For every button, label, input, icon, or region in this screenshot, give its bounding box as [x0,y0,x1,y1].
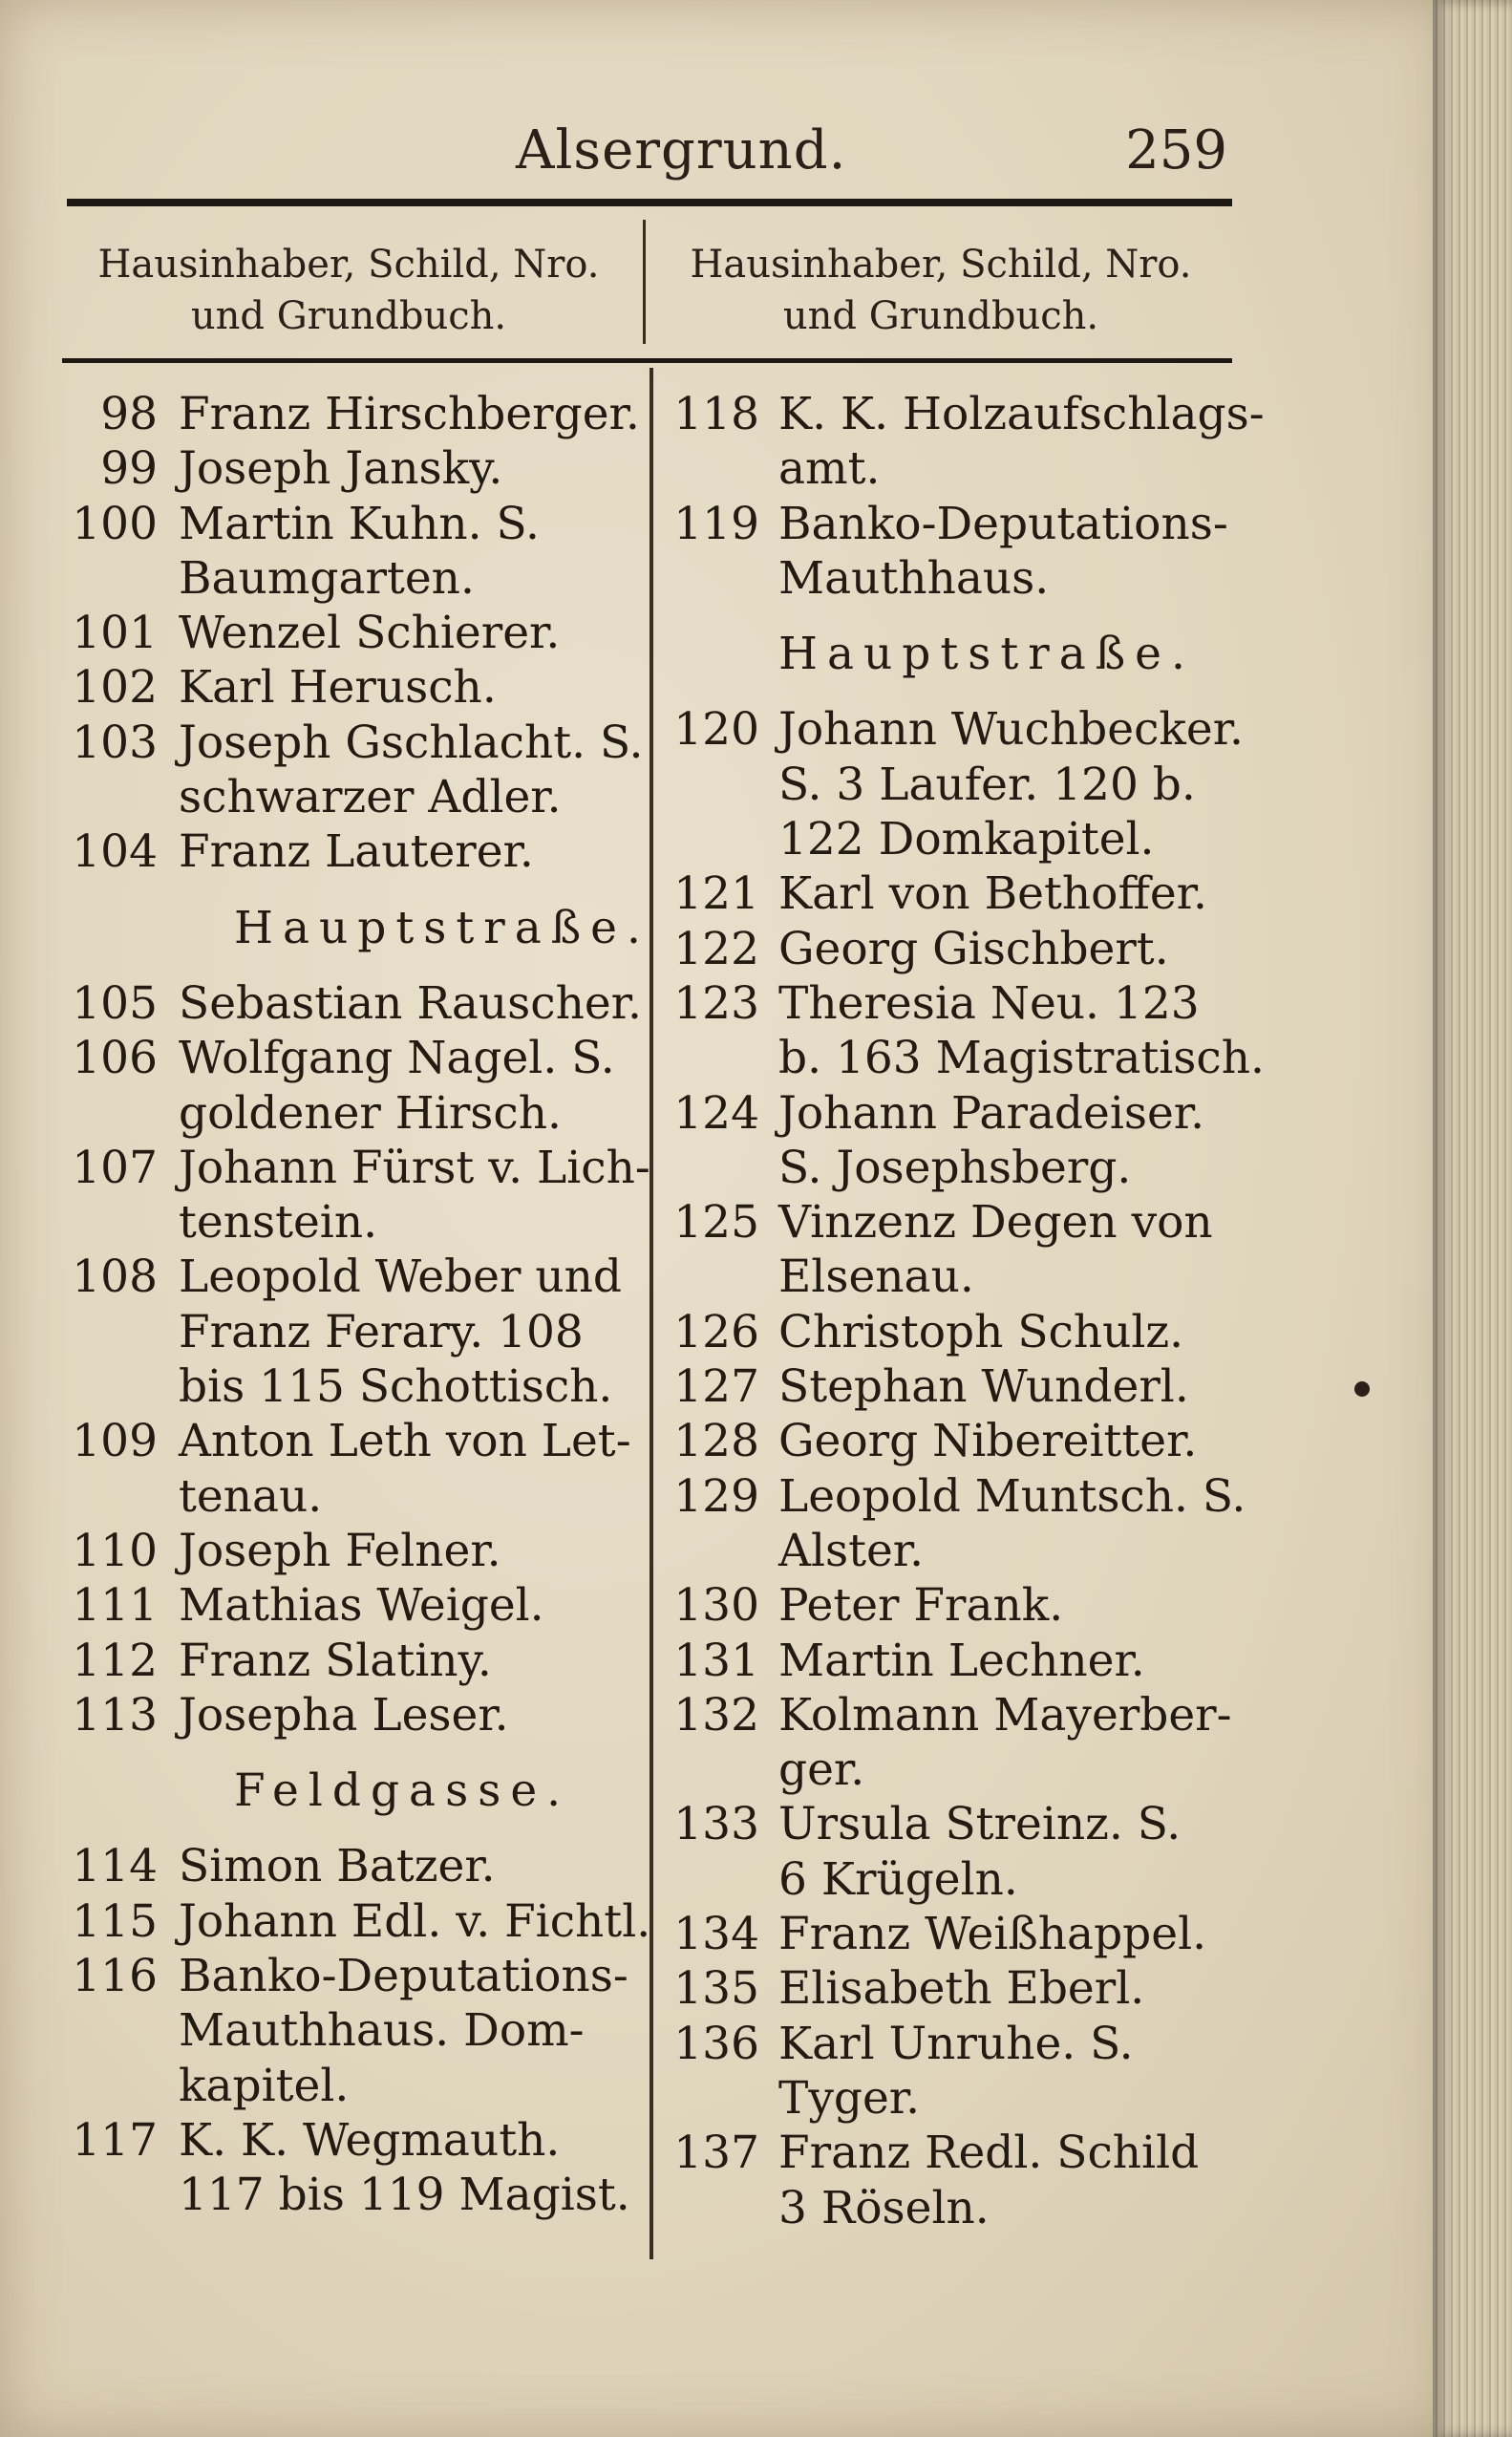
house-number: 114 [72,1840,158,1893]
house-number: 134 [673,1908,759,1961]
house-number: 104 [72,825,158,879]
owner-entry: Baumgarten. [179,551,475,605]
owner-entry: Karl Unruhe. S. [778,2017,1134,2070]
owner-entry: Alster. [778,1524,925,1577]
owner-entry: 117 bis 119 Magist. [179,2169,630,2222]
list-item [62,1524,650,1578]
list-item [62,1839,650,1893]
list-item [62,1086,650,1141]
list-item [659,1086,1270,1141]
list-item [659,1578,1270,1633]
owner-entry: Mauthhaus. Dom- [179,2004,585,2058]
house-number: 101 [72,607,158,660]
owner-entry: Franz Redl. Schild [778,2127,1200,2180]
section-spacer [62,1818,650,1839]
list-item [62,1141,650,1195]
house-number: 125 [673,1196,759,1250]
list-item [62,387,650,441]
house-number: 136 [673,2017,759,2070]
list-item [62,441,650,496]
owner-entry: Anton Leth von Let- [179,1415,631,1468]
house-number: 128 [673,1415,759,1468]
column-header-left [57,239,640,342]
house-number: 110 [72,1524,158,1577]
house-number: 135 [673,1962,759,2016]
list-item [659,1359,1270,1414]
list-item [62,824,650,879]
list-item [62,2003,650,2058]
list-item [62,1894,650,1949]
list-item [659,1414,1270,1468]
owner-entry: Martin Lechner. [778,1634,1145,1687]
list-item [62,1305,650,1359]
list-item [62,716,650,770]
list-item [62,1469,650,1524]
owner-entry: Joseph Gschlacht. S. [179,716,644,769]
house-number: 129 [673,1469,759,1523]
page-number: 259 [1125,119,1227,182]
list-item [659,551,1270,606]
owner-entry: Joseph Felner. [179,1524,501,1577]
page-title: Alsergrund. [516,119,847,182]
house-number: 117 [72,2113,158,2167]
list-item [62,2113,650,2168]
list-item [62,1578,650,1633]
list-item [659,2017,1270,2071]
section-spacer [62,880,650,901]
list-item [659,1797,1270,1851]
list-item [659,2126,1270,2180]
list-item [659,976,1270,1031]
owner-entry: amt. [778,442,881,496]
header-rule [62,358,1232,363]
owner-entry: tenau. [179,1469,323,1523]
owner-entry: bis 115 Schottisch. [179,1360,613,1414]
house-number: 99 [100,442,158,496]
owner-entry: Josepha Leser. [179,1688,509,1742]
list-item [62,1195,650,1250]
house-number: 131 [673,1634,759,1687]
owner-entry: Franz Lauterer. [179,825,534,879]
owner-entry: K. K. Holzaufschlags- [778,388,1265,440]
list-item [62,1031,650,1085]
list-item [659,1195,1270,1250]
owner-entry: b. 163 Magistratisch. [778,1032,1265,1085]
list-item [62,606,650,660]
list-item [659,866,1270,921]
house-number: 123 [673,976,759,1030]
list-item [659,1907,1270,1961]
owner-entry: 3 Röseln. [778,2181,990,2234]
owner-entry: Johann Paradeiser. [778,1086,1205,1140]
left-column [62,387,650,2223]
list-item [659,1742,1270,1797]
owner-entry: schwarzer Adler. [179,771,562,824]
section-heading [62,1764,650,1818]
owner-entry: Stephan Wunderl. [778,1360,1189,1414]
section-heading [62,901,650,955]
owner-entry: Franz Ferary. 108 [179,1305,584,1358]
house-number: 100 [72,497,158,550]
house-number: 115 [72,1894,158,1948]
owner-entry: Karl von Bethoffer. [778,867,1207,921]
column-header-line: Hausinhaber, Schild, Nro. [690,243,1192,287]
owner-entry: Ursula Streinz. S. [778,1798,1182,1851]
house-number: 122 [673,922,759,975]
list-item [62,1414,650,1468]
column-header-line: und Grundbuch. [782,294,1099,338]
house-number: 112 [72,1634,158,1687]
list-item [659,1250,1270,1304]
owner-entry: 122 Domkapitel. [778,813,1155,866]
house-number: 118 [673,388,759,440]
house-number: 113 [72,1688,158,1742]
owner-entry: kapitel. [179,2059,350,2112]
house-number: 130 [673,1579,759,1633]
owner-entry: Leopold Weber und [179,1251,622,1304]
list-item [62,976,650,1031]
owner-entry: Johann Fürst v. Lich- [179,1141,650,1194]
list-item [659,758,1270,812]
top-rule [67,199,1232,206]
house-number: 126 [673,1305,759,1358]
section-heading-text: Feldgasse. [234,1764,571,1818]
owner-entry: Wolfgang Nagel. S. [179,1032,615,1085]
owner-entry: Wenzel Schierer. [179,607,561,660]
list-item [659,1961,1270,2016]
section-spacer [62,1742,650,1764]
list-item [62,1250,650,1304]
list-item [62,2168,650,2222]
owner-entry: Joseph Jansky. [179,442,503,496]
column-header-right [650,239,1232,342]
owner-entry: Georg Nibereitter. [778,1415,1198,1468]
house-number: 137 [673,2127,759,2180]
page-edges [1433,0,1512,2437]
house-number: 132 [673,1688,759,1742]
house-number: 98 [100,388,158,440]
list-item [62,1688,650,1742]
owner-entry: Sebastian Rauscher. [179,976,642,1030]
house-number: 124 [673,1086,759,1140]
owner-entry: 6 Krügeln. [778,1852,1018,1906]
owner-entry: Vinzenz Degen von [778,1196,1213,1250]
owner-entry: Theresia Neu. 123 [778,976,1200,1030]
house-number: 106 [72,1032,158,1085]
list-item [62,770,650,824]
owner-entry: Elisabeth Eberl. [778,1962,1145,2016]
list-item [659,1141,1270,1195]
column-divider [650,368,653,2259]
owner-entry: Johann Edl. v. Fichtl. [179,1894,651,1948]
list-item [659,1031,1270,1085]
owner-entry: Christoph Schulz. [778,1305,1184,1358]
owner-entry: Banko-Deputations- [179,1950,628,2003]
owner-entry: Simon Batzer. [179,1840,496,1893]
owner-entry: Franz Slatiny. [179,1634,492,1687]
house-number: 120 [673,703,759,757]
running-head [67,119,1227,205]
owner-entry: S. Josephsberg. [778,1141,1132,1194]
column-headers [57,220,1232,363]
list-item [659,1305,1270,1359]
list-item [659,1688,1270,1742]
house-number: 121 [673,867,759,921]
list-item [62,1359,650,1414]
owner-entry: tenstein. [179,1196,378,1250]
list-item [659,1634,1270,1688]
list-item [659,441,1270,496]
list-item [62,1949,650,2003]
house-number: 103 [72,716,158,769]
list-item [659,812,1270,866]
owner-entry: K. K. Wegmauth. [179,2113,561,2167]
owner-entry: Mauthhaus. [778,551,1050,605]
section-spacer [659,681,1270,702]
house-number: 133 [673,1798,759,1851]
house-number: 127 [673,1360,759,1414]
list-item [659,1524,1270,1578]
house-number: 116 [72,1950,158,2003]
list-item [62,497,650,551]
column-header-line: und Grundbuch. [190,294,507,338]
section-heading-text: Hauptstraße. [778,628,1195,681]
list-item [62,2059,650,2113]
owner-entry: Franz Hirschberger. [179,388,640,440]
owner-entry: Martin Kuhn. S. [179,497,540,550]
ink-spot [1354,1381,1370,1397]
list-item [659,387,1270,441]
owner-entry: Banko-Deputations- [778,497,1228,550]
list-item [659,1469,1270,1524]
list-item [62,660,650,715]
house-number: 119 [673,497,759,550]
section-heading-text: Hauptstraße. [234,901,650,954]
house-number: 105 [72,976,158,1030]
owner-entry: S. 3 Laufer. 120 b. [778,758,1196,811]
list-item [659,2181,1270,2235]
list-item [659,922,1270,976]
column-header-line: Hausinhaber, Schild, Nro. [97,243,600,287]
owner-entry: Peter Frank. [778,1579,1064,1633]
list-item [659,1852,1270,1907]
house-number: 108 [72,1251,158,1304]
list-item [62,1634,650,1688]
list-item [659,497,1270,551]
owner-entry: Leopold Muntsch. S. [778,1469,1246,1523]
list-item [62,551,650,606]
house-number: 102 [72,661,158,715]
owner-entry: Georg Gischbert. [778,922,1169,975]
owner-entry: Elsenau. [778,1251,974,1304]
owner-entry: Franz Weißhappel. [778,1908,1207,1961]
owner-entry: Karl Herusch. [179,661,497,715]
section-spacer [659,606,1270,627]
right-column [659,387,1270,2235]
owner-entry: ger. [778,1743,865,1797]
owner-entry: Kolmann Mayerber- [778,1688,1232,1742]
section-spacer [62,955,650,976]
list-item [659,2071,1270,2126]
house-number: 111 [72,1579,158,1633]
owner-entry: Johann Wuchbecker. [778,703,1244,757]
header-divider [643,220,646,344]
owner-entry: Mathias Weigel. [179,1579,544,1633]
house-number: 107 [72,1141,158,1194]
owner-entry: goldener Hirsch. [179,1086,562,1140]
owner-entry: Tyger. [778,2071,921,2125]
list-item [659,702,1270,757]
section-heading [659,627,1270,681]
house-number: 109 [72,1415,158,1468]
